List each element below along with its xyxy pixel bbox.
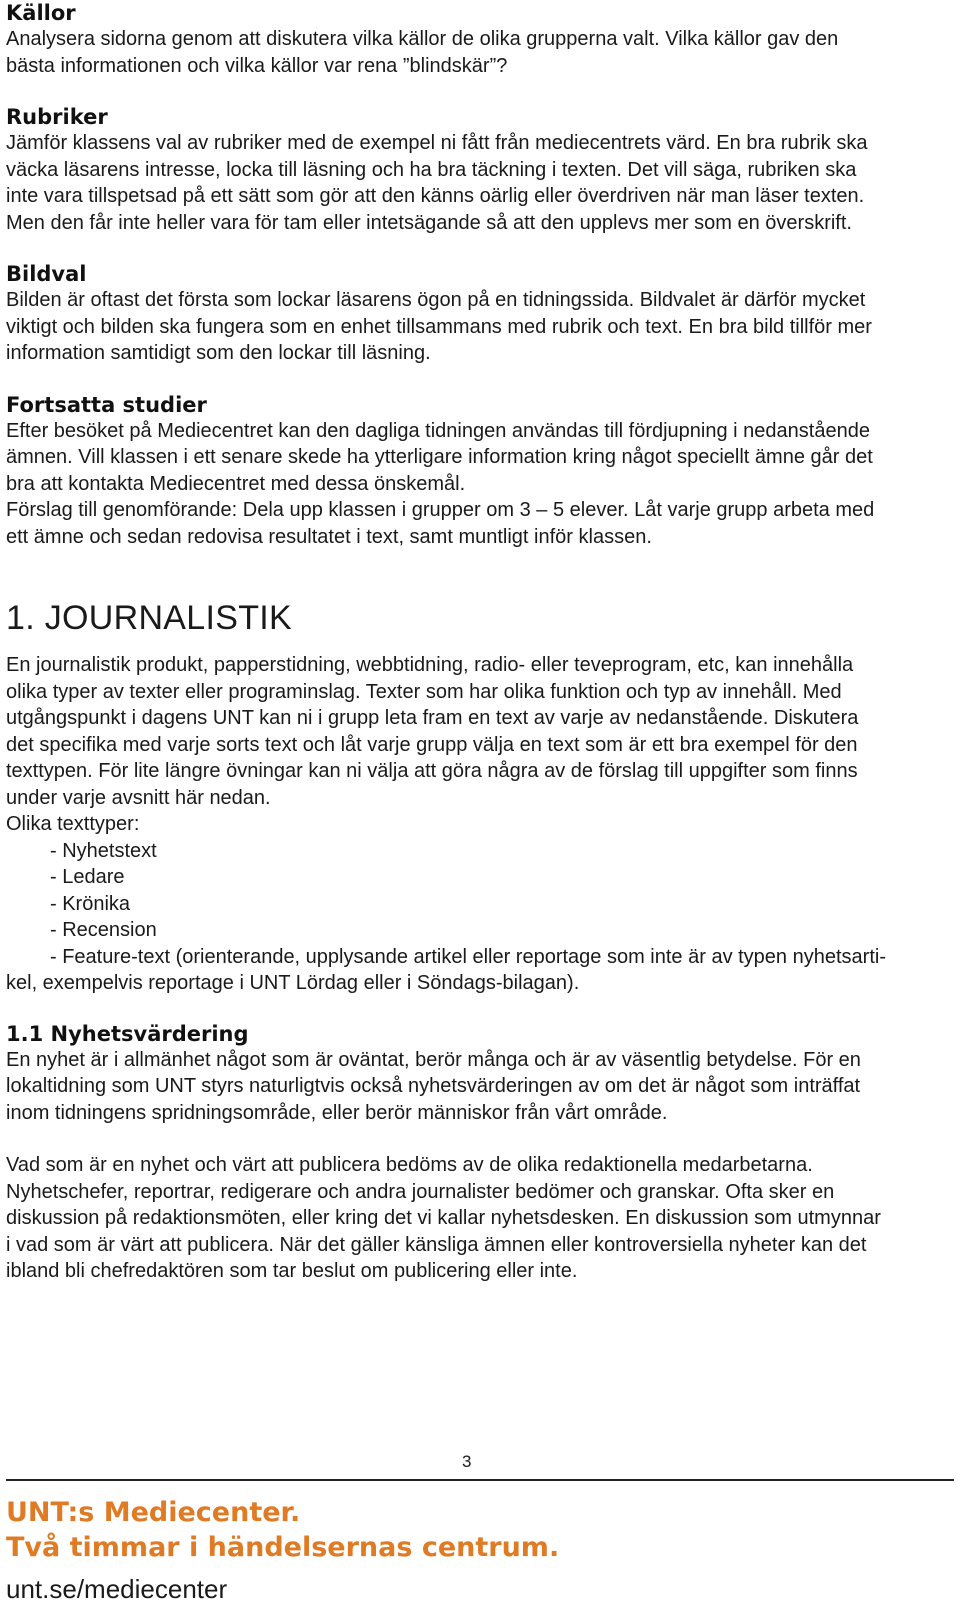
footer-brand-line-2: Två timmar i händelsernas centrum. (6, 1532, 560, 1563)
section-nyhetsvardering (6, 1021, 954, 1285)
text-line: ämnen. Vill klassen i ett senare skede ha ytterligare information kring något speciellt ämne går det (6, 446, 873, 468)
text-line: Olika texttyper: (6, 813, 140, 835)
section-journalistik (6, 598, 954, 997)
text-line: under varje avsnitt här nedan. (6, 786, 271, 809)
text-line: Jämför klassens val av rubriker med de exempel ni fått från mediecentrets värd. En bra rubrik ska (6, 132, 868, 154)
document-page (6, 0, 954, 1285)
text-line: utgångspunkt i dagens UNT kan ni i grupp leta fram en text av varje av nedanstående. Diskutera (6, 707, 859, 729)
heading-nyhetsvardering: 1.1 Nyhetsvärdering (6, 1021, 249, 1046)
text-line: En journalistik produkt, papperstidning, webbtidning, radio- eller teveprogram, etc, kan innehålla (6, 654, 854, 676)
list-item: - Ledare (50, 866, 125, 888)
text-line: inte vara tillspetsad på ett sätt som gör att den känns oärlig eller överdriven när man läser texten. (6, 185, 865, 207)
text-line: Men den får inte heller vara för tam eller intetsägande så att den upplevs mer som en överskrift. (6, 211, 852, 234)
footer-divider (6, 1479, 954, 1481)
text-line: Förslag till genomförande: Dela upp klassen i grupper om 3 – 5 elever. Låt varje grupp arbeta med (6, 499, 875, 521)
list-item: - Nyhetstext (50, 839, 157, 862)
text-line: Bilden är oftast det första som lockar läsarens ögon på en tidningssida. Bildvalet är därför mycket (6, 289, 866, 311)
heading-kallor: Källor (6, 1, 76, 25)
page-number: 3 (462, 1452, 472, 1471)
footer-url-link[interactable]: unt.se/mediecenter (6, 1574, 228, 1604)
text-type-list (6, 838, 954, 971)
section-bildval (6, 261, 954, 367)
text-line: information samtidigt som den lockar till läsning. (6, 342, 431, 364)
text-line: i vad som är värt att publicera. När det gäller känsliga ämnen eller kontroversiella nyheter kan det (6, 1233, 867, 1256)
list-item: - Recension (50, 919, 157, 941)
text-line: Vad som är en nyhet och värt att publicera bedöms av de olika redaktionella medarbetarna. (6, 1154, 813, 1176)
text-line: bra att kontakta Mediecentret med dessa önskemål. (6, 472, 466, 495)
text-line: väcka läsarens intresse, locka till läsning och ha bra täckning i texten. Det vill säga, rubriken ska (6, 158, 857, 181)
list-item: - Feature-text (orienterande, upplysande artikel eller reportage som inte är av typen nyhetsarti- (50, 945, 886, 968)
text-line: diskussion på redaktionsmöten, eller kring det vi kallar nyhetsdesken. En diskussion som utmynnar (6, 1207, 881, 1229)
text-line: Nyhetschefer, reportrar, redigerare och andra journalister bedömer och granskar. Ofta sker en (6, 1180, 835, 1203)
heading-rubriker: Rubriker (6, 105, 108, 129)
section-rubriker (6, 104, 954, 236)
section-fortsatta-studier (6, 392, 954, 551)
text-line: Efter besöket på Mediecentret kan den dagliga tidningen användas till fördjupning i nedanstående (6, 419, 870, 442)
section-kallor (6, 0, 954, 79)
text-line: olika typer av texter eller programinslag. Texter som har olika funktion och typ av innehåll. Med (6, 680, 842, 703)
text-line: ibland bli chefredaktören som tar beslut om publicering eller inte. (6, 1260, 578, 1282)
text-line: viktigt och bilden ska fungera som en enhet tillsammans med rubrik och text. En bra bild tillför mer (6, 315, 872, 338)
text-line: Analysera sidorna genom att diskutera vilka källor de olika grupperna valt. Vilka källor gav den (6, 28, 839, 50)
heading-bildval: Bildval (6, 262, 87, 286)
text-line: texttypen. För lite längre övningar kan ni välja att göra några av de förslag till uppgifter som finns (6, 760, 858, 782)
text-line: bästa informationen och vilka källor var rena ”blindskär”? (6, 54, 508, 77)
text-line: lokaltidning som UNT styrs naturligtvis också nyhetsvärderingen av om det är något som inträffat (6, 1075, 861, 1097)
text-line: En nyhet är i allmänhet något som är oväntat, berör många och är av väsentlig betydelse. För en (6, 1048, 861, 1071)
text-line: ett ämne och sedan redovisa resultatet i text, samt muntligt inför klassen. (6, 525, 652, 548)
footer-brand-line-1: UNT:s Mediecenter. (6, 1497, 301, 1528)
heading-fortsatta-studier: Fortsatta studier (6, 392, 207, 417)
text-line: inom tidningens spridningsområde, eller berör människor från vårt område. (6, 1101, 668, 1124)
list-item: - Krönika (50, 892, 131, 915)
text-line: det specifika med varje sorts text och låt varje grupp välja en text som är ett bra exempel för den (6, 733, 858, 756)
text-line: kel, exempelvis reportage i UNT Lördag eller i Söndags-bilagan). (6, 972, 580, 994)
chapter-title: 1. JOURNALISTIK (6, 599, 293, 637)
